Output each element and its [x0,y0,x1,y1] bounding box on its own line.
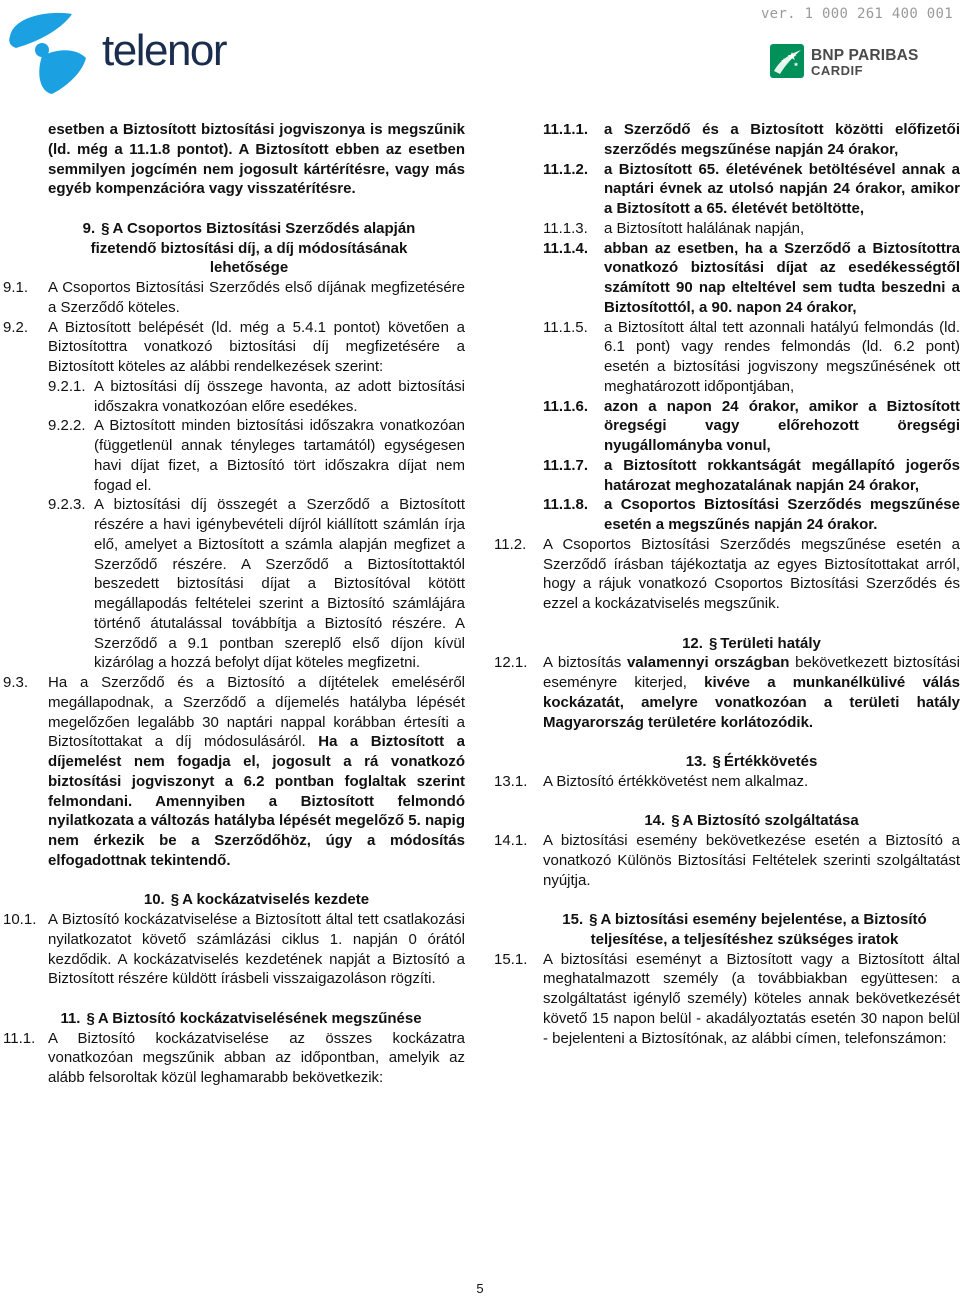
termination-item [494,219,960,239]
paragraph-text: A Biztosító értékkövetést nem alkalmaz. [543,772,809,790]
bnp-stars-icon [770,44,804,78]
item-number: 11.1.1. [543,121,589,138]
bnp-wordmark: BNP PARIBAS [811,47,919,64]
paragraph-text: A biztosítás [543,654,622,672]
paragraph-9-2-2 [3,416,465,495]
section-sign: § [708,634,718,652]
paragraph-14-1 [494,831,960,890]
paragraph-number: 9.2.1. [48,377,86,395]
version-number: ver. 1 000 261 400 001 [760,6,953,22]
section-11-heading [3,1009,465,1029]
bnp-paribas-logo [770,44,940,80]
paragraph-12-1 [494,653,960,732]
item-number: 11.1.7. [543,456,589,474]
item-number: 11.1.2. [543,160,589,178]
termination-item [494,495,960,535]
termination-item [494,239,960,318]
section-9-heading [3,219,465,278]
section-title: A Biztosító szolgáltatása [682,812,859,830]
termination-item [494,120,960,160]
paragraph-9-2 [3,318,465,377]
section-14-heading [494,811,960,831]
paragraph-15-1 [494,950,960,1049]
paragraph-text-bold: valamennyi országban [626,654,790,672]
paragraph-text: A Csoportos Biztosítási Szerződés első díjának megfizetésére a Szerződő köteles. [48,279,465,316]
paragraph-number: 10.1. [3,911,37,928]
termination-item [494,318,960,397]
item-text: abban az esetben, ha a Szerződő a Biztosítottra vonatkozó biztosítási díjat az esedékességtől számított 90 nap elteltével sem tudta beszedni a Biztosítottól, a 90. napon 24 órakor, [604,239,960,316]
section-sign: § [101,219,110,237]
left-column [3,120,465,1088]
item-text: a Szerződő és a Biztosított közötti előfizetői szerződés megszűnése napján 24 órakor, [604,121,960,158]
section-number: 12. [682,634,703,652]
telenor-propeller-icon [2,4,94,96]
page-number: 5 [476,1281,484,1296]
paragraph-9-2-3 [3,495,465,673]
paragraph-number: 9.2.3. [48,496,86,514]
paragraph-number: 9.2.2. [48,417,86,435]
section-title: Területi hatály [720,634,821,652]
section-sign: § [589,911,598,928]
telenor-wordmark: telenor [102,26,227,75]
paragraph-11-2 [494,535,960,614]
termination-item [494,456,960,496]
paragraph-text: A biztosítási díj összegét a Szerződő a Biztosított részére a havi igénybevételi díjról kiállított számlán írja elő, amelyet a Biztosított a számla alapján megfizet a Szerződő részére. A Szerződő a Biztosítottaktól beszedett biztosítási díjat a Biztosítóval kötött megállapodás feltételei szerint a Biztosító számlájára történő átutalással továbbítja a Biztosító részére. A Szerződő a 9.1 pontban szereplő első díjon kívül kizárólag a hozzá befolyt díjat köteles megfizetni. [94,496,465,672]
right-column [494,120,960,1048]
intro-paragraph: esetben a Biztosított biztosítási jogviszonya is megszűnik (ld. még a 11.1.8 pontot). A Biztosított ebben az esetben semmilyen jogcímén nem jogosult kártérítésre, vagy más egyéb kompenzációra vagy visszatérítésre. [48,121,465,198]
termination-item [494,397,960,456]
paragraph-text: A biztosítási díj összege havonta, az adott biztosítási időszakra vonatkozóan előre esedékes. [94,377,465,415]
termination-list [494,120,960,535]
item-text: azon a napon 24 órakor, amikor a Biztosított öregségi vagy előrehozott öregségi nyugállományba vonul, [604,397,960,454]
section-sign: § [671,812,680,830]
item-number: 11.1.6. [543,397,589,415]
paragraph-number: 12.1. [494,654,528,672]
cardif-wordmark: CARDIF [811,63,864,78]
paragraph-text: A Biztosított minden biztosítási időszakra vonatkozóan (függetlenül annak tényleges tartamától) egységesen havi díjat fizet, a Biztosító tört időszakra díjat nem fogad el. [94,417,465,494]
termination-item [494,160,960,219]
item-number: 11.1.3. [543,219,588,237]
paragraph-text: A Biztosított belépését (ld. még a 5.4.1 pontot) követően a Biztosítottra vonatkozó biztosítási díj megfizetésére a Biztosított köteles az alábbi rendelkezések szerint: [48,318,465,375]
item-text: a Biztosított halálának napján, [604,219,805,237]
item-number: 11.1.4. [543,239,589,257]
item-text: a Csoportos Biztosítási Szerződés megszűnése esetén a megszűnés napján 24 órakor. [604,496,960,533]
paragraph-number: 9.3. [3,674,29,691]
paragraph-text: A Csoportos Biztosítási Szerződés megszűnése esetén a Szerződő írásban tájékoztatja az egyes Biztosítottakat arról, hogy a rájuk vonatkozó Csoportos Biztosítási Szerződés és ezzel a kockázatviselés megszűnik. [543,535,960,612]
item-text: a Biztosított rokkantságát megállapító jogerős határozat meghozatalának napján 24 órakor, [604,456,960,494]
section-sign: § [86,1009,95,1027]
paragraph-text: Ha a Szerződő és a Biztosító a díjtételek emeléséről megállapodnak, a Szerződő a díjemelés hatályba lépését megelőzően legalább 30 naptári nappal korábban értesíti a Biztosítottakat a díj módosulásáról. [48,674,465,751]
paragraph-text-bold: kivéve a munkanélkülivé válás kockázatát, amelyre vonatkozóan a területi hatály Magyarország területére korlátozódik. [543,674,960,731]
paragraph-9-1 [3,278,465,318]
section-10-heading [3,890,465,910]
paragraph-13-1 [494,772,960,792]
section-12-heading [494,634,960,654]
item-number: 11.1.8. [543,496,589,514]
section-title: A Csoportos Biztosítási Szerződés alapján fizetendő biztosítási díj, a díj módosításának lehetősége [90,219,416,277]
paragraph-text: A biztosítási esemény bekövetkezése esetén a Biztosító a vonatkozó Különös Biztosítási Feltételek szerinti szolgáltatást nyújtja. [543,832,960,889]
item-text: a Biztosított 65. életévének betöltésével annak a naptári évnek az utolsó napján 24 órakor, amikor a Biztosított a 65. életévét betöltötte, [604,160,960,217]
paragraph-10-1 [3,910,465,989]
item-text: a Biztosított által tett azonnali hatályú felmondás (ld. 6.1 pont) vagy rendes felmondás (ld. 6.2 pont) esetén a biztosítási jogviszony megszűnésének ott meghatározott időpontjában, [604,318,960,395]
paragraph-text: A biztosítási eseményt a Biztosított vagy a Biztosított által meghatalmazott személy (a továbbiakban együttesen: a szolgáltatást igénylő személy) köteles annak bekövetkezését követő 15 napon belül - akadályoztatás esetén 30 napon belül - bejelenteni a Biztosítónak, az alábbi címen, telefonszámon: [543,950,960,1047]
paragraph-number: 14.1. [494,832,528,849]
section-number: 10. [143,891,165,909]
paragraph-text-bold: Ha a Biztosított a díjemelést nem fogadja el, jogosult a rá vonatkozó biztosítási jogviszonyt a 6.2 pontban foglaltak szerint felmondani. Amennyiben a Biztosított felmondó nyilatkozata a változás hatályba lépését megelőző 5. napig nem érkezik be a Szerződőhöz, úgy a módosítás elfogadottnak tekintendő. [48,733,465,869]
paragraph-text: bekövetkezett biztosítási eseményre kiterjed, [543,654,960,691]
paragraph-number: 11.1. [3,1029,36,1047]
section-number: 15. [562,911,584,928]
paragraph-text: A Biztosító kockázatviselése a Biztosított által tett csatlakozási nyilatkozatot követő számlázási ciklus 1. napján 0 órától kezdődik. A kockázatviselés kezdetének napját a Biztosító a Biztosított részére küldött írásbeli visszaigazoláson rögzíti. [48,911,465,988]
paragraph-number: 15.1. [494,950,528,968]
section-title: A biztosítási esemény bejelentése, a Biztosító teljesítése, a teljesítéshez szükséges iratok [590,911,927,948]
paragraph-number: 13.1. [494,772,528,790]
paragraph-text: A Biztosító kockázatviselése az összes kockázatra vonatkozóan megszűnik abban az időpontban, amelyik az alább felsoroltak közül leghamarabb bekövetkezik: [48,1029,465,1086]
section-title: A kockázatviselés kezdete [182,891,370,909]
telenor-logo [2,4,232,96]
section-sign: § [712,753,721,770]
paragraph-9-3 [3,673,465,871]
section-number: 9. [82,219,96,237]
paragraph-11-1 [3,1029,465,1088]
paragraph-number: 11.2. [494,535,527,553]
section-number: 13. [685,753,707,770]
section-title: Értékkövetés [723,753,818,770]
section-15-heading [494,910,960,950]
section-number: 11. [60,1009,81,1027]
paragraph-number: 9.2. [3,318,29,336]
section-number: 14. [644,812,666,830]
item-number: 11.1.5. [543,318,588,336]
paragraph-9-2-1 [3,377,465,417]
paragraph-number: 9.1. [3,279,29,296]
section-sign: § [170,891,180,909]
section-title: A Biztosító kockázatviselésének megszűnése [97,1009,422,1027]
section-13-heading [494,752,960,772]
